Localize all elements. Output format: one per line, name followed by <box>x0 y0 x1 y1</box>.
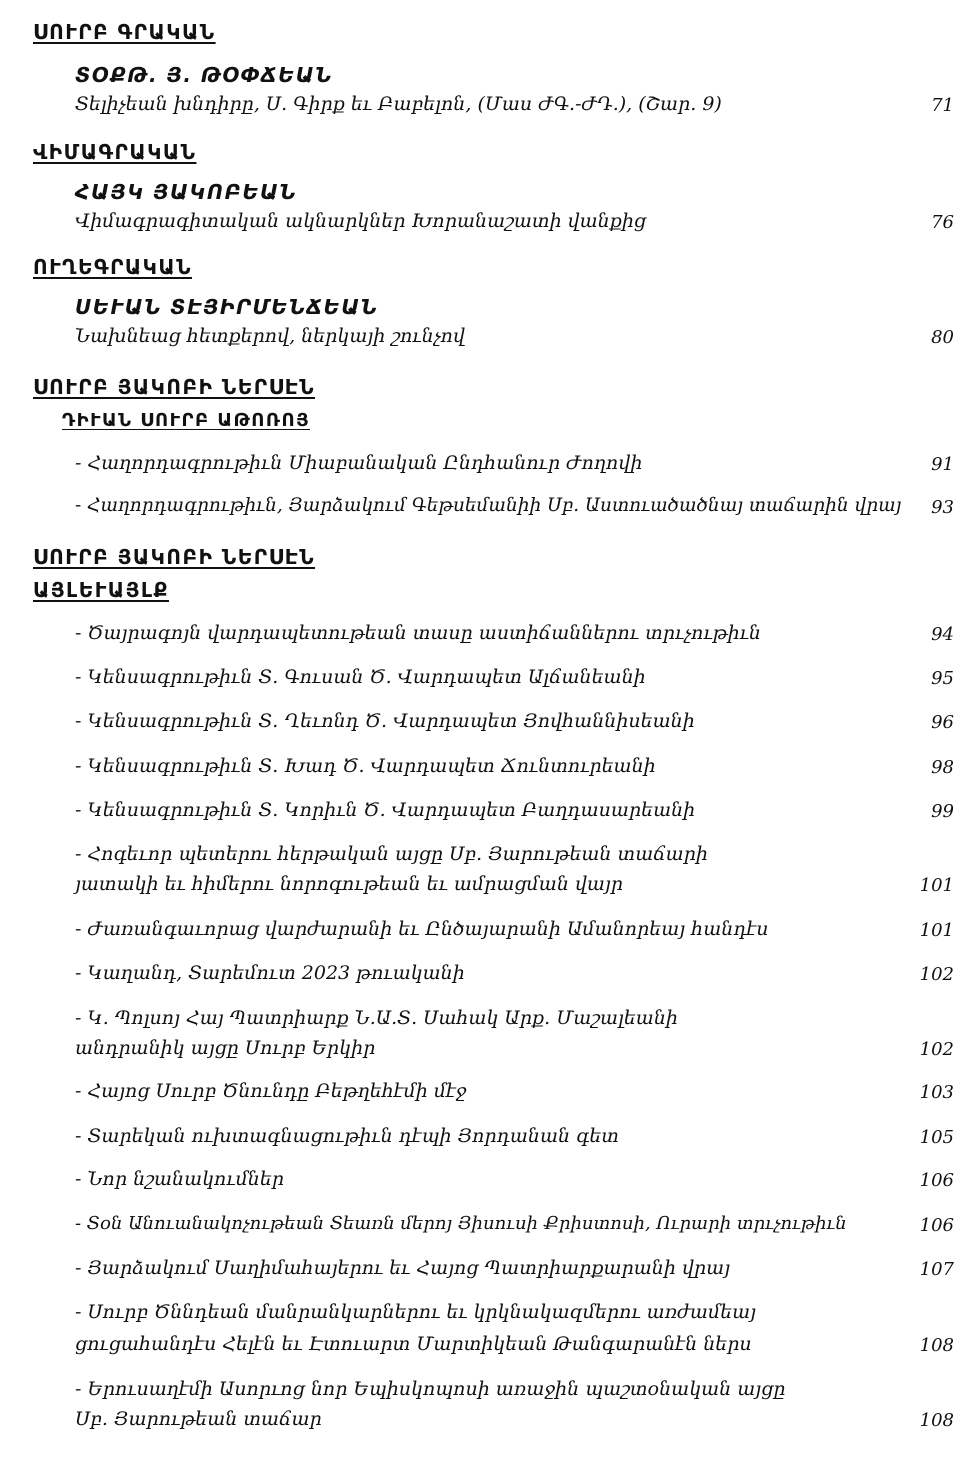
page-number: 96 <box>931 712 954 733</box>
section-subheading: ԱՅԼԵՒԱՅԼՔ <box>33 578 169 602</box>
list-item-continuation: անդրանիկ այցը Սուրբ Երկիր <box>75 1037 376 1059</box>
page-number: 102 <box>919 964 954 985</box>
list-item: - Տարեկան ուխտագնացութիւն դէպի Յորդանան գետ <box>75 1125 619 1147</box>
list-item: - Կաղանդ, Տարեմուտ 2023 թուականի <box>75 962 465 984</box>
page-number: 106 <box>919 1170 954 1191</box>
list-item: - Տօն Անուանակոչութեան Տեառն մերոյ Յիսուսի Քրիստոսի, Ուրարի տրւչութիւն <box>75 1213 847 1234</box>
list-item: - Երուսաղէմի Ասորւոց նոր Եպիսկոպոսի առաջին պաշտօնական այցը <box>75 1378 786 1400</box>
list-item: - Ծայրագոյն վարդապետութեան տասը աստիճաններու տրւչութիւն <box>75 622 761 644</box>
list-item: - Նոր նշանակումներ <box>75 1168 285 1190</box>
section-heading: ՍՈՒՐԲ ԳՐԱԿԱՆ <box>33 20 216 44</box>
list-item-continuation: յատակի եւ հիմերու նորոգութեան եւ ամրացման վայր <box>75 873 624 895</box>
author-name: ՍԵՒԱՆ ՏԷՅԻՐՄԵՆՃԵԱՆ <box>75 295 379 319</box>
page-number: 108 <box>919 1410 954 1431</box>
article-title: Տելիչեան խնդիրը, Ս. Գիրք եւ Բաբելոն, (Մաս ԺԳ.-ԺԴ.), (Շար. 9) <box>75 93 722 115</box>
list-item-continuation: Սբ. Յարութեան տաճար <box>75 1408 322 1430</box>
article-title: Նախնեաց հետքերով, ներկայի շունչով <box>75 325 465 347</box>
article-title: Վիմագրագիտական ակնարկներ Խորանաշատի վանքից <box>75 210 647 232</box>
page-number: 105 <box>919 1127 954 1148</box>
list-item: - Կենսագրութիւն Տ. Գուսան Ծ. Վարդապետ Ալճանեանի <box>75 666 646 688</box>
section-heading: ՍՈՒՐԲ ՅԱԿՈԲԻ ՆԵՐՍԷՆ <box>33 375 316 399</box>
page-number: 103 <box>919 1082 954 1103</box>
list-item: - Սուրբ Ծննդեան մանրանկարներու եւ կրկնակազմերու առժամեայ <box>75 1301 757 1323</box>
page-number: 95 <box>931 668 954 689</box>
page-number: 76 <box>931 212 954 233</box>
list-item: - Կենսագրութիւն Տ. Ղեւոնդ Ծ. Վարդապետ Յովհաննիսեանի <box>75 710 695 732</box>
section-heading: ՍՈՒՐԲ ՅԱԿՈԲԻ ՆԵՐՍԷՆ <box>33 545 316 569</box>
list-item: - Յարձակում Սաղիմահայերու եւ Հայոց Պատրիարքարանի վրայ <box>75 1257 731 1279</box>
page-number: 91 <box>931 454 954 475</box>
page-number: 101 <box>919 875 954 896</box>
page-number: 94 <box>931 624 954 645</box>
page-number: 80 <box>931 327 954 348</box>
list-item: - Հաղորդագրութիւն Միաբանական Ընդհանուր Ժողովի <box>75 452 643 474</box>
list-item: - Հաղորդագրութիւն, Յարձակում Գեթսեմանիի Սբ. Աստուածածնայ տաճարին վրայ <box>75 495 902 516</box>
page-number: 99 <box>931 801 954 822</box>
list-item: - Կենսագրութիւն Տ. Կորիւն Ծ. Վարդապետ Բաղդասարեանի <box>75 799 696 821</box>
list-item: - Ժառանգաւորաց վարժարանի եւ Ընծայարանի Ամանորեայ հանդէս <box>75 918 769 940</box>
list-item: - Հայոց Սուրբ Ծնունդը Բեթղեհէմի մէջ <box>75 1080 467 1102</box>
section-heading: ՈՒՂԵԳՐԱԿԱՆ <box>33 255 192 279</box>
page-number: 106 <box>919 1215 954 1236</box>
list-item: - Կ. Պոլսոյ Հայ Պատրիարք Ն.Ա.Տ. Սահակ Արք. Մաշալեանի <box>75 1007 678 1029</box>
list-item: - Հոգեւոր պետերու հերթական այցը Սբ. Յարութեան տաճարի <box>75 843 708 865</box>
page-number: 71 <box>931 95 954 116</box>
page-number: 93 <box>931 497 954 518</box>
list-item-continuation: ցուցահանդէս Հելէն եւ Էտուարտ Մարտիկեան Թանգարանէն ներս <box>75 1333 752 1355</box>
section-heading: ՎԻՄԱԳՐԱԿԱՆ <box>33 140 197 164</box>
page-number: 102 <box>919 1039 954 1060</box>
page-number: 101 <box>919 920 954 941</box>
section-subheading: ԴԻՒԱՆ ՍՈՒՐԲ ԱԹՈՌՈՅ <box>62 410 311 431</box>
page-number: 98 <box>931 757 954 778</box>
list-item: - Կենսագրութիւն Տ. Խադ Ծ. Վարդապետ Ճունտուրեանի <box>75 755 656 777</box>
page-number: 108 <box>919 1335 954 1356</box>
author-name: ՏՕՔԹ. Յ. ԹՕՓՃԵԱՆ <box>75 63 333 87</box>
author-name: ՀԱՅԿ ՅԱԿՈԲԵԱՆ <box>75 180 298 204</box>
page-number: 107 <box>919 1259 954 1280</box>
